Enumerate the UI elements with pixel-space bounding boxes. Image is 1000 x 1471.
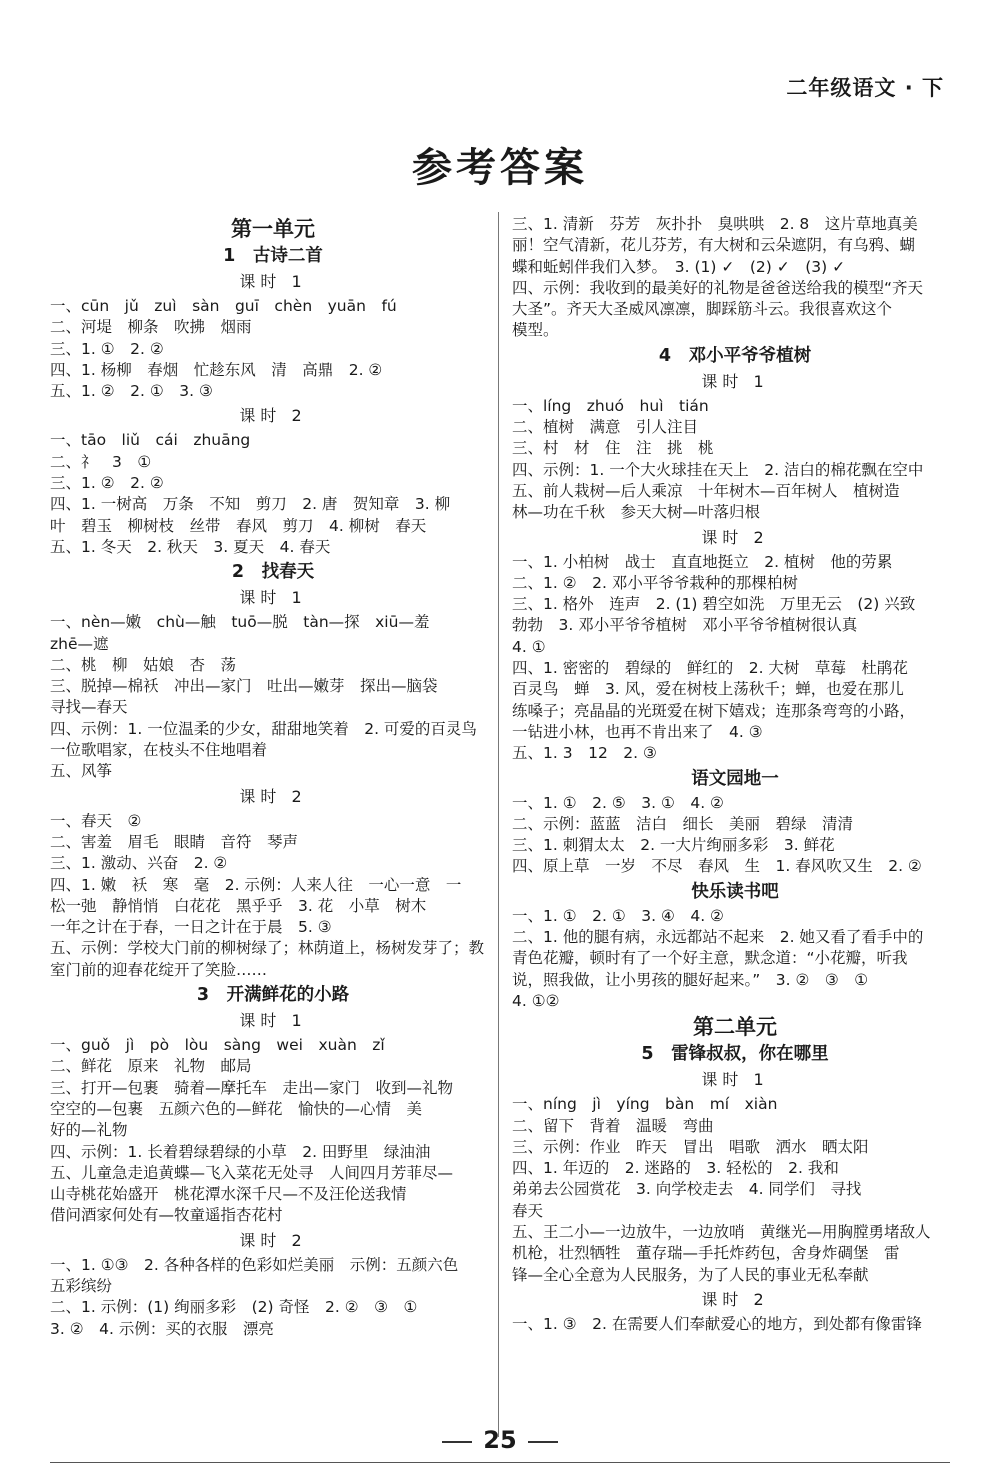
answer-line: 练嗓子；亮晶晶的光斑爱在树下嬉戏；连那条弯弯的小路， <box>512 701 916 720</box>
answer-line: 弟弟去公园赏花 3. 向学校走去 4. 同学们 寻找 <box>512 1180 862 1199</box>
answer-line: 一年之计在于春，一日之计在于晨 5. ③ <box>50 918 332 937</box>
answer-line: 一、1. ① 2. ⑤ 3. ① 4. ② <box>512 793 724 812</box>
answer-line: 四、1. 一树高 万条 不知 剪刀 2. 唐 贺知章 3. 柳 <box>50 495 451 514</box>
answer-line: 三、1. 清新 芬芳 灰扑扑 臭哄哄 2. 8 这片草地真美 <box>512 215 918 233</box>
answer-line: 五、1. 冬天 2. 秋天 3. 夏天 4. 春天 <box>50 537 331 556</box>
period-heading: 课时 2 <box>239 406 307 426</box>
answer-line: 五、1. ② 2. ① 3. ③ <box>50 382 213 401</box>
unit-heading: 第二单元 <box>693 1015 777 1040</box>
answer-line: 四、1. 年迈的 2. 迷路的 3. 轻松的 2. 我和 <box>512 1159 839 1178</box>
period-heading: 课时 1 <box>701 1070 769 1090</box>
unit-heading: 第一单元 <box>231 217 315 241</box>
answer-line: 山寺桃花始盛开 桃花潭水深千尺—不及汪伦送我情 <box>50 1185 407 1204</box>
answer-line: 丽！空气清新，花儿芬芳，有大树和云朵遮阴，有乌鸦、蝴 <box>512 236 916 255</box>
answer-line: 五、儿童急走追黄蝶—飞入菜花无处寻 人间四月芳菲尽— <box>50 1163 454 1182</box>
answer-line: 叶 碧玉 柳树枝 丝带 春风 剪刀 4. 柳树 春天 <box>50 516 427 535</box>
answer-line: 四、1. 杨柳 春烟 忙趁东风 清 高鼎 2. ② <box>50 360 383 379</box>
answer-line: 三、1. 格外 连声 2. (1) 碧空如洗 万里无云 (2) 兴致 <box>512 595 916 614</box>
period-heading: 课时 1 <box>239 588 307 608</box>
period-heading: 课时 1 <box>701 371 769 391</box>
answer-line: 四、原上草 一岁 不尽 春风 生 1. 春风吹又生 2. ② <box>512 857 922 876</box>
answer-line: 四、示例：1. 一位温柔的少女，甜甜地笑着 2. 可爱的百灵鸟 <box>50 719 477 738</box>
lesson-heading: 3 开满鲜花的小路 <box>196 985 350 1006</box>
answer-line: 一、líng zhuó huì tián <box>512 396 709 415</box>
answer-line: zhē—遮 <box>50 634 109 653</box>
answer-line: 模型。 <box>512 321 559 340</box>
answer-line: 4. ① <box>512 637 546 656</box>
answer-line: 一、1. ①③ 2. 各种各样的色彩如烂美丽 示例：五颜六色 <box>50 1255 459 1274</box>
answer-line: 三、打开—包裹 骑着—摩托车 走出—家门 收到—礼物 <box>50 1078 454 1097</box>
page-number-dash-right <box>528 1441 558 1443</box>
answer-line: 四、示例：我收到的最美好的礼物是爸爸送给我的模型“齐天 <box>512 278 924 297</box>
answer-line: 大圣”。齐天大圣威风凛凛，脚踩筋斗云。我很喜欢这个 <box>512 300 893 319</box>
answer-line: 二、留下 背着 温暖 弯曲 <box>512 1116 714 1135</box>
answer-line: 三、1. 激动、兴奋 2. ② <box>50 854 228 873</box>
answer-line: 三、1. ① 2. ② <box>50 339 164 358</box>
answer-line: 五、前人栽树—后人乘凉 十年树木—百年树人 植树造 <box>512 481 900 500</box>
answer-line: 锋—全心全意为人民服务，为了人民的事业无私奉献 <box>512 1265 869 1284</box>
answer-line: 一、1. ③ 2. 在需要人们奉献爱心的地方，到处都有像雷锋 <box>512 1314 922 1333</box>
answer-line: 五彩缤纷 <box>50 1276 113 1295</box>
answer-line: 一、春天 ② <box>50 811 142 830</box>
answer-line: 勃勃 3. 邓小平爷爷植树 邓小平爷爷植树很认真 <box>512 616 858 635</box>
period-heading: 课时 1 <box>239 1011 307 1031</box>
answer-line: 一、guǒ jì pò lòu sàng wei xuàn zǐ <box>50 1036 385 1055</box>
answer-line: 二、害羞 眉毛 眼睛 音符 琴声 <box>50 832 299 851</box>
right-answer-column <box>512 214 958 1335</box>
left-answer-column <box>50 214 496 1340</box>
answer-line: 四、示例：1. 长着碧绿碧绿的小草 2. 田野里 绿油油 <box>50 1142 431 1161</box>
answer-line: 一位歌唱家，在枝头不住地唱着 <box>50 741 268 760</box>
answer-line: 四、1. 嫩 袄 寒 毫 2. 示例：人来人往 一心一意 一 <box>50 875 462 894</box>
answer-line: 蝶和蚯蚓伴我们入梦。 3. (1) ✓ (2) ✓ (3) ✓ <box>512 257 846 276</box>
answer-line: 一、níng jì yíng bàn mí xiàn <box>512 1095 778 1114</box>
lesson-heading: 快乐读书吧 <box>691 881 779 902</box>
answer-line: 五、1. 3 12 2. ③ <box>512 744 657 763</box>
answer-line: 青色花瓣，顿时有了一个好主意，默念道：“小花瓣，听我 <box>512 949 908 968</box>
answer-line: 一、nèn—嫩 chù—触 tuō—脱 tàn—探 xiū—羞 <box>50 613 430 632</box>
grade-subject-label: 二年级语文 · 下 <box>786 76 944 100</box>
answer-line: 三、村 材 住 注 挑 桃 <box>512 439 714 458</box>
period-heading: 课时 1 <box>239 272 307 291</box>
answer-line: 二、鲜花 原来 礼物 邮局 <box>50 1057 252 1076</box>
answer-line: 说，照我做，让小男孩的腿好起来。” 3. ② ③ ① <box>512 970 869 989</box>
page-number: 25 <box>483 1426 517 1454</box>
answer-line: 3. ② 4. 示例：买的衣服 漂亮 <box>50 1319 274 1338</box>
lesson-heading: 语文园地一 <box>691 768 779 789</box>
period-heading: 课时 2 <box>701 527 769 547</box>
answer-line: 四、1. 密密的 碧绿的 鲜红的 2. 大树 草莓 杜鹃花 <box>512 659 908 678</box>
answer-line: 一钻进小林，也再不肯出来了 4. ③ <box>512 722 763 741</box>
answer-line: 二、桃 柳 姑娘 杏 荡 <box>50 655 237 674</box>
footer-rule <box>50 1462 950 1463</box>
answer-line: 五、风筝 <box>50 762 113 781</box>
answer-line: 一、tāo liǔ cái zhuāng <box>50 431 251 450</box>
lesson-heading: 4 邓小平爷爷植树 <box>658 345 812 366</box>
answer-line: 4. ①② <box>512 991 560 1010</box>
answer-line: 二、1. 示例：(1) 绚丽多彩 (2) 奇怪 2. ② ③ ① <box>50 1298 418 1317</box>
answer-line: 机枪，壮烈牺牲 董存瑞—手托炸药包，舍身炸碉堡 雷 <box>512 1244 900 1263</box>
page-title: 参考答案 <box>412 145 588 191</box>
answer-line: 空空的—包裹 五颜六色的—鲜花 愉快的—心情 美 <box>50 1099 423 1118</box>
answer-line: 寻找—春天 <box>50 698 128 717</box>
lesson-heading: 2 找春天 <box>231 562 315 583</box>
answer-line: 二、1. 他的腿有病，永远都站不起来 2. 她又看了看手中的 <box>512 928 924 947</box>
period-heading: 课时 2 <box>701 1289 769 1309</box>
lesson-heading: 1 古诗二首 <box>223 246 323 266</box>
answer-line: 好的—礼物 <box>50 1121 128 1140</box>
answer-line: 一、1. 小柏树 战士 直直地挺立 2. 植树 他的劳累 <box>512 552 893 571</box>
answer-line: 三、1. 刺猬太太 2. 一大片绚丽多彩 3. 鲜花 <box>512 836 835 855</box>
answer-line: 林—功在千秋 参天大树—叶落归根 <box>512 503 761 522</box>
answer-line: 一、cūn jǔ zuì sàn guī chèn yuān fú <box>50 297 397 315</box>
answer-line: 一、1. ① 2. ① 3. ④ 4. ② <box>512 906 724 925</box>
lesson-heading: 5 雷锋叔叔，你在哪里 <box>641 1044 829 1065</box>
answer-line: 松一弛 静悄悄 白花花 黑乎乎 3. 花 小草 树木 <box>50 896 427 915</box>
period-heading: 课时 2 <box>239 786 307 806</box>
answer-line: 室门前的迎春花绽开了笑脸…… <box>50 960 268 979</box>
answer-line: 二、河堤 柳条 吹拂 烟雨 <box>50 318 252 337</box>
answer-line: 三、脱掉—棉袄 冲出—家门 吐出—嫩芽 探出—脑袋 <box>50 677 438 696</box>
answer-line: 二、植树 满意 引人注目 <box>512 418 699 437</box>
answer-line: 五、王二小—一边放牛，一边放哨 黄继光—用胸膛勇堵敌人 <box>512 1222 931 1241</box>
answer-line: 二、礻 3 ① <box>50 452 152 471</box>
answer-line: 二、示例：蓝蓝 洁白 细长 美丽 碧绿 清清 <box>512 814 854 833</box>
column-divider <box>498 212 499 1437</box>
answer-line: 百灵鸟 蝉 3. 风，爱在树枝上荡秋千；蝉，也爱在那儿 <box>512 680 904 699</box>
answer-line: 借问酒家何处有—牧童遥指杏花村 <box>50 1206 283 1225</box>
answer-line: 春天 <box>512 1201 544 1220</box>
answer-line: 四、示例：1. 一个大火球挂在天上 2. 洁白的棉花飘在空中 <box>512 460 924 479</box>
answer-line: 五、示例：学校大门前的柳树绿了；林荫道上，杨树发芽了；教 <box>50 939 485 958</box>
answer-line: 二、1. ② 2. 邓小平爷爷栽种的那棵柏树 <box>512 573 798 592</box>
answer-line: 三、1. ② 2. ② <box>50 474 164 493</box>
answer-line: 三、示例：作业 昨天 冒出 唱歌 洒水 晒太阳 <box>512 1137 869 1156</box>
period-heading: 课时 2 <box>239 1230 307 1250</box>
